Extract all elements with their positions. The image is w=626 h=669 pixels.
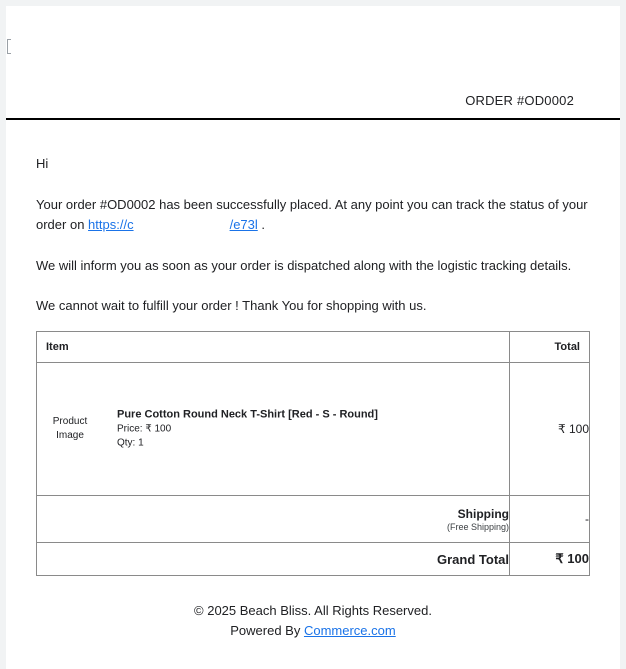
tracking-link[interactable]: https://c /e73l xyxy=(88,217,258,232)
broken-logo-icon xyxy=(7,39,11,54)
table-row xyxy=(37,363,590,496)
table-header-row xyxy=(37,332,590,363)
order-confirmation-paragraph xyxy=(36,195,592,235)
col-header-item: Item xyxy=(37,332,510,363)
shipping-value: - xyxy=(510,496,590,543)
product-cell xyxy=(37,363,510,496)
powered-by xyxy=(6,623,620,638)
shipping-label: Shipping xyxy=(457,506,509,521)
commerce-link[interactable]: Commerce.com xyxy=(303,623,396,638)
greeting: Hi xyxy=(36,156,49,171)
product-qty: Qty: 1 xyxy=(117,437,144,449)
product-price: Price: ₹ 100 xyxy=(117,423,172,435)
dispatch-info-paragraph: We will inform you as soon as your order is dispatched along with the logistic tracking details. xyxy=(36,258,572,273)
header-divider xyxy=(6,118,620,120)
shipping-label-cell xyxy=(37,496,510,543)
product-image-placeholder: Product Image xyxy=(52,416,88,441)
confirmation-text: Your order #OD0002 has been successfully placed. At any point you can track the status of your order on xyxy=(36,197,588,232)
shipping-row xyxy=(37,496,590,543)
confirmation-text-end: . xyxy=(257,217,266,232)
copyright-text: © 2025 Beach Bliss. All Rights Reserved. xyxy=(194,603,432,618)
product-total: ₹ 100 xyxy=(510,363,590,496)
order-id-label: ORDER #OD0002 xyxy=(465,93,574,108)
grand-total-value: ₹ 100 xyxy=(510,543,590,576)
powered-by-prefix: Powered By xyxy=(230,623,304,638)
product-info xyxy=(117,408,378,451)
thank-you-paragraph: We cannot wait to fulfill your order ! Thank You for shopping with us. xyxy=(36,298,427,313)
shipping-note: (Free Shipping) xyxy=(446,521,509,532)
col-header-total: Total xyxy=(510,332,590,363)
email-page xyxy=(6,6,620,669)
order-items-table xyxy=(36,331,590,576)
grand-total-label: Grand Total xyxy=(37,543,510,576)
product-name: Pure Cotton Round Neck T-Shirt [Red - S - Round] xyxy=(117,408,378,421)
grand-total-row xyxy=(37,543,590,576)
